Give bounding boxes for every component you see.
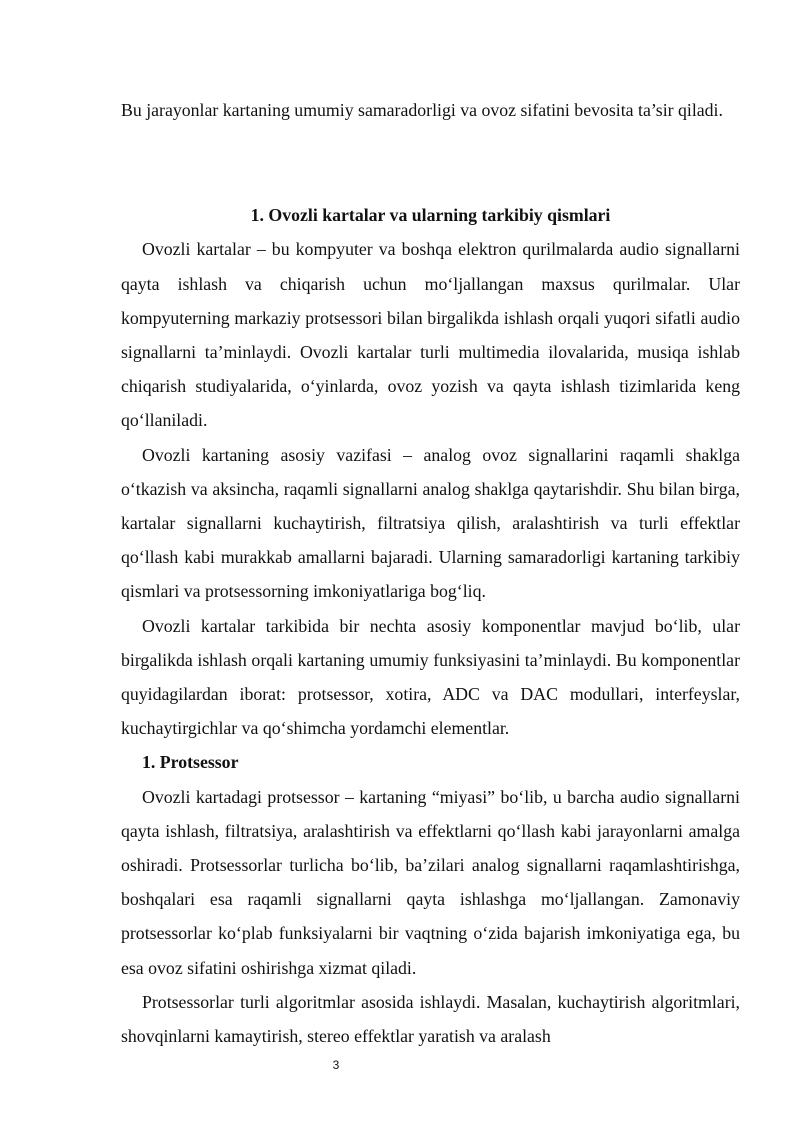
page-number: 3 (332, 1058, 340, 1072)
subheading-protsessor: 1. Protsessor (142, 752, 239, 773)
paragraph-3: Ovozli kartalar tarkibida bir nechta asosiy komponentlar mavjud bo‘lib, ular birgalikda ishlash orqali kartaning umumiy funksiyasini ta’minlaydi. Bu komponentlar quyidagilardan iborat: protsessor, xotira, ADC va DAC modullari, interfeyslar, kuchaytirgichlar va qo‘shimcha yordamchi elementlar. (121, 615, 740, 739)
page-body (121, 93, 740, 1053)
paragraph-1: Ovozli kartalar – bu kompyuter va boshqa elektron qurilmalarda audio signallarni qayta ishlash va chiqarish uchun mo‘ljallangan maxsus qurilmalar. Ular kompyuterning markaziy protsessori bilan birgalikda ishlash orqali yuqori sifatli audio signallarni ta’minlaydi. Ovozli kartalar turli multimedia ilovalarida, musiqa ishlab chiqarish studiyalarida, o‘yinlarda, ovoz yozish va qayta ishlash tizimlarida keng qo‘llaniladi. (121, 239, 740, 431)
paragraph-4: Ovozli kartadagi protsessor – kartaning “miyasi” bo‘lib, u barcha audio signallarni qayta ishlash, filtratsiya, aralashtirish va effektlarni qo‘llash kabi jarayonlarni amalga oshiradi. Protsessorlar turlicha bo‘lib, ba’zilari analog signallarni raqamlashtirishga, boshqalari esa raqamli signallarni qayta ishlashga mo‘ljallangan. Zamonaviy protsessorlar ko‘plab funksiyalarni bir vaqtning o‘zida bajarish imkoniyatiga ega, bu esa ovoz sifatini oshirishga xizmat qiladi. (121, 786, 740, 978)
paragraph-2: Ovozli kartaning asosiy vazifasi – analog ovoz signallarini raqamli shaklga o‘tkazish va aksincha, raqamli signallarni analog shaklga qaytarishdir. Shu bilan birga, kartalar signallarni kuchaytirish, filtratsiya qilish, aralashtirish va turli effektlar qo‘llash kabi murakkab amallarni bajaradi. Ularning samaradorligi kartaning tarkibiy qismlari va protsessorning imkoniyatlariga bog‘liq. (121, 444, 740, 602)
section-heading: 1. Ovozli kartalar va ularning tarkibiy qismlari (250, 205, 611, 226)
paragraph-5: Protsessorlar turli algoritmlar asosida ishlaydi. Masalan, kuchaytirish algoritmlari, shovqinlarni kamaytirish, stereo effektlar yaratish va aralash (121, 991, 740, 1047)
intro-continuation-paragraph: Bu jarayonlar kartaning umumiy samaradorligi va ovoz sifatini bevosita ta’sir qiladi. (121, 100, 723, 120)
spacer (121, 127, 740, 198)
